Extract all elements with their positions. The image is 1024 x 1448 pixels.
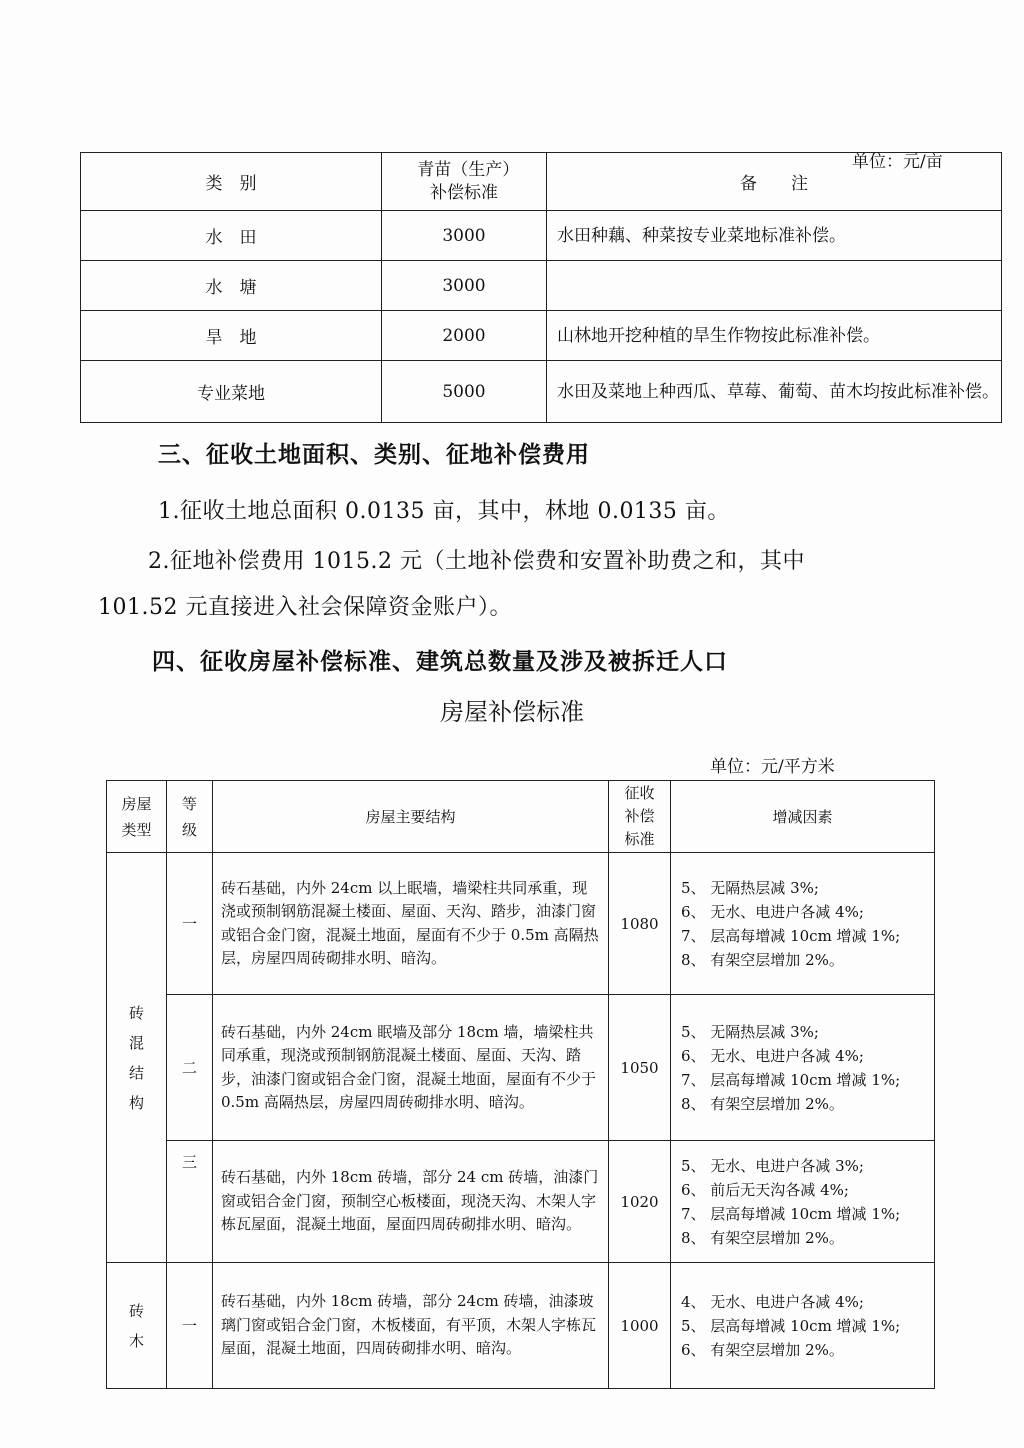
factor-item: 6、 有架空层增加 2%。: [681, 1340, 844, 1359]
table-row: [81, 211, 1002, 261]
row-standard: 1050: [609, 995, 671, 1141]
row-category: 旱 地: [81, 311, 382, 361]
header-type: 房屋类型: [107, 781, 167, 853]
header-structure: 房屋主要结构: [213, 781, 609, 853]
row-standard: 3000: [382, 261, 547, 311]
factor-item: 5、 无隔热层减 3%;: [681, 878, 819, 897]
factor-item: 7、 层高每增减 10cm 增减 1%;: [681, 1070, 901, 1089]
factor-item: 7、 层高每增减 10cm 增减 1%;: [681, 926, 901, 945]
factor-item: 5、 层高每增减 10cm 增减 1%;: [681, 1316, 901, 1335]
row-structure: 砖石基础，内外 24cm 眠墙及部分 18cm 墙，墙梁柱共同承重，现浇或预制钢筋混凝土楼面、屋面、天沟、踏步，油漆门窗或铝合金门窗，混凝土地面，屋面有不少于 0.5m 高隔热层，房屋四周砖砌排水明、暗沟。: [213, 995, 609, 1141]
section-3-paragraph-2a: 2.征地补偿费用 1015.2 元（土地补偿费和安置补助费之和，其中: [148, 549, 805, 574]
header-remark: 备 注: [547, 153, 1002, 211]
row-structure: 砖石基础，内外 18cm 砖墙，部分 24cm 砖墙，油漆玻璃门窗或铝合金门窗，木板楼面，有平顶，木架人字栋瓦屋面，混凝土地面，四周砖砌排水明、暗沟。: [213, 1263, 609, 1389]
section-3-paragraph-2b: 101.52 元直接进入社会保障资金账户）。: [98, 595, 512, 620]
factor-item: 5、 无水、电进户各减 3%;: [681, 1156, 864, 1175]
row-standard: 2000: [382, 311, 547, 361]
row-remark: 水田及菜地上种西瓜、草莓、葡萄、苗木均按此标准补偿。: [547, 361, 1002, 423]
row-structure: 砖石基础，内外 18cm 砖墙，部分 24 cm 砖墙，油漆门窗或铝合金门窗，预制空心板楼面，现浇天沟、木架人字栋瓦屋面，混凝土地面，屋面四周砖砌排水明、暗沟。: [213, 1141, 609, 1263]
house-standard-title: 房屋补偿标准: [440, 698, 584, 726]
table-row: [81, 261, 1002, 311]
row-standard: 1000: [609, 1263, 671, 1389]
header-factors: 增减因素: [671, 781, 935, 853]
type-brick-wood: 砖木: [107, 1263, 167, 1389]
header-standard: 征收补偿标准: [609, 781, 671, 853]
table-row: [107, 1141, 935, 1263]
row-category: 水 田: [81, 211, 382, 261]
row-category: 专业菜地: [81, 361, 382, 423]
row-remark: 水田种藕、种菜按专业菜地标准补偿。: [547, 211, 1002, 261]
header-standard: 青苗（生产）补偿标准: [382, 153, 547, 211]
row-factors: [671, 1141, 935, 1263]
factor-item: 8、 有架空层增加 2%。: [681, 950, 844, 969]
row-factors: [671, 1263, 935, 1389]
crop-compensation-table: [80, 152, 1002, 423]
table-header-row: [107, 781, 935, 853]
row-standard: 5000: [382, 361, 547, 423]
factor-item: 8、 有架空层增加 2%。: [681, 1094, 844, 1113]
header-grade: 等级: [167, 781, 213, 853]
table-row: [107, 995, 935, 1141]
section-3-paragraph-1: 1.征收土地总面积 0.0135 亩，其中，林地 0.0135 亩。: [158, 499, 730, 524]
row-grade: 一: [167, 853, 213, 995]
crop-table-unit: 单位：元/亩: [852, 152, 943, 172]
row-grade: 二: [167, 995, 213, 1141]
row-standard: 1020: [609, 1141, 671, 1263]
house-table-unit: 单位：元/平方米: [710, 757, 835, 777]
table-row: [107, 1263, 935, 1389]
row-remark: 山林地开挖种植的旱生作物按此标准补偿。: [547, 311, 1002, 361]
house-compensation-table: [106, 780, 935, 1389]
row-remark: [547, 261, 1002, 311]
row-grade: 三: [167, 1141, 213, 1263]
table-row: [107, 853, 935, 995]
header-category: 类 别: [81, 153, 382, 211]
factor-item: 6、 无水、电进户各减 4%;: [681, 1046, 864, 1065]
factor-item: 7、 层高每增减 10cm 增减 1%;: [681, 1204, 901, 1223]
section-4-heading: 四、征收房屋补偿标准、建筑总数量及涉及被拆迁人口: [152, 648, 728, 675]
row-factors: [671, 995, 935, 1141]
table-row: [81, 311, 1002, 361]
row-grade: 一: [167, 1263, 213, 1389]
factor-item: 4、 无水、电进户各减 4%;: [681, 1292, 864, 1311]
factor-item: 8、 有架空层增加 2%。: [681, 1228, 844, 1247]
row-standard: 3000: [382, 211, 547, 261]
type-brick-concrete: 砖混结构: [107, 853, 167, 1263]
row-standard: 1080: [609, 853, 671, 995]
section-3-heading: 三、征收土地面积、类别、征地补偿费用: [158, 441, 590, 468]
table-row: [81, 361, 1002, 423]
factor-item: 6、 前后无天沟各减 4%;: [681, 1180, 849, 1199]
factor-item: 5、 无隔热层减 3%;: [681, 1022, 819, 1041]
row-structure: 砖石基础，内外 24cm 以上眠墙，墙梁柱共同承重，现浇或预制钢筋混凝土楼面、屋面、天沟、踏步，油漆门窗或铝合金门窗，混凝土地面，屋面有不少于 0.5m 高隔热层，房屋四周砖砌排水明、暗沟。: [213, 853, 609, 995]
factor-item: 6、 无水、电进户各减 4%;: [681, 902, 864, 921]
table-header-row: [81, 153, 1002, 211]
row-category: 水 塘: [81, 261, 382, 311]
row-factors: [671, 853, 935, 995]
